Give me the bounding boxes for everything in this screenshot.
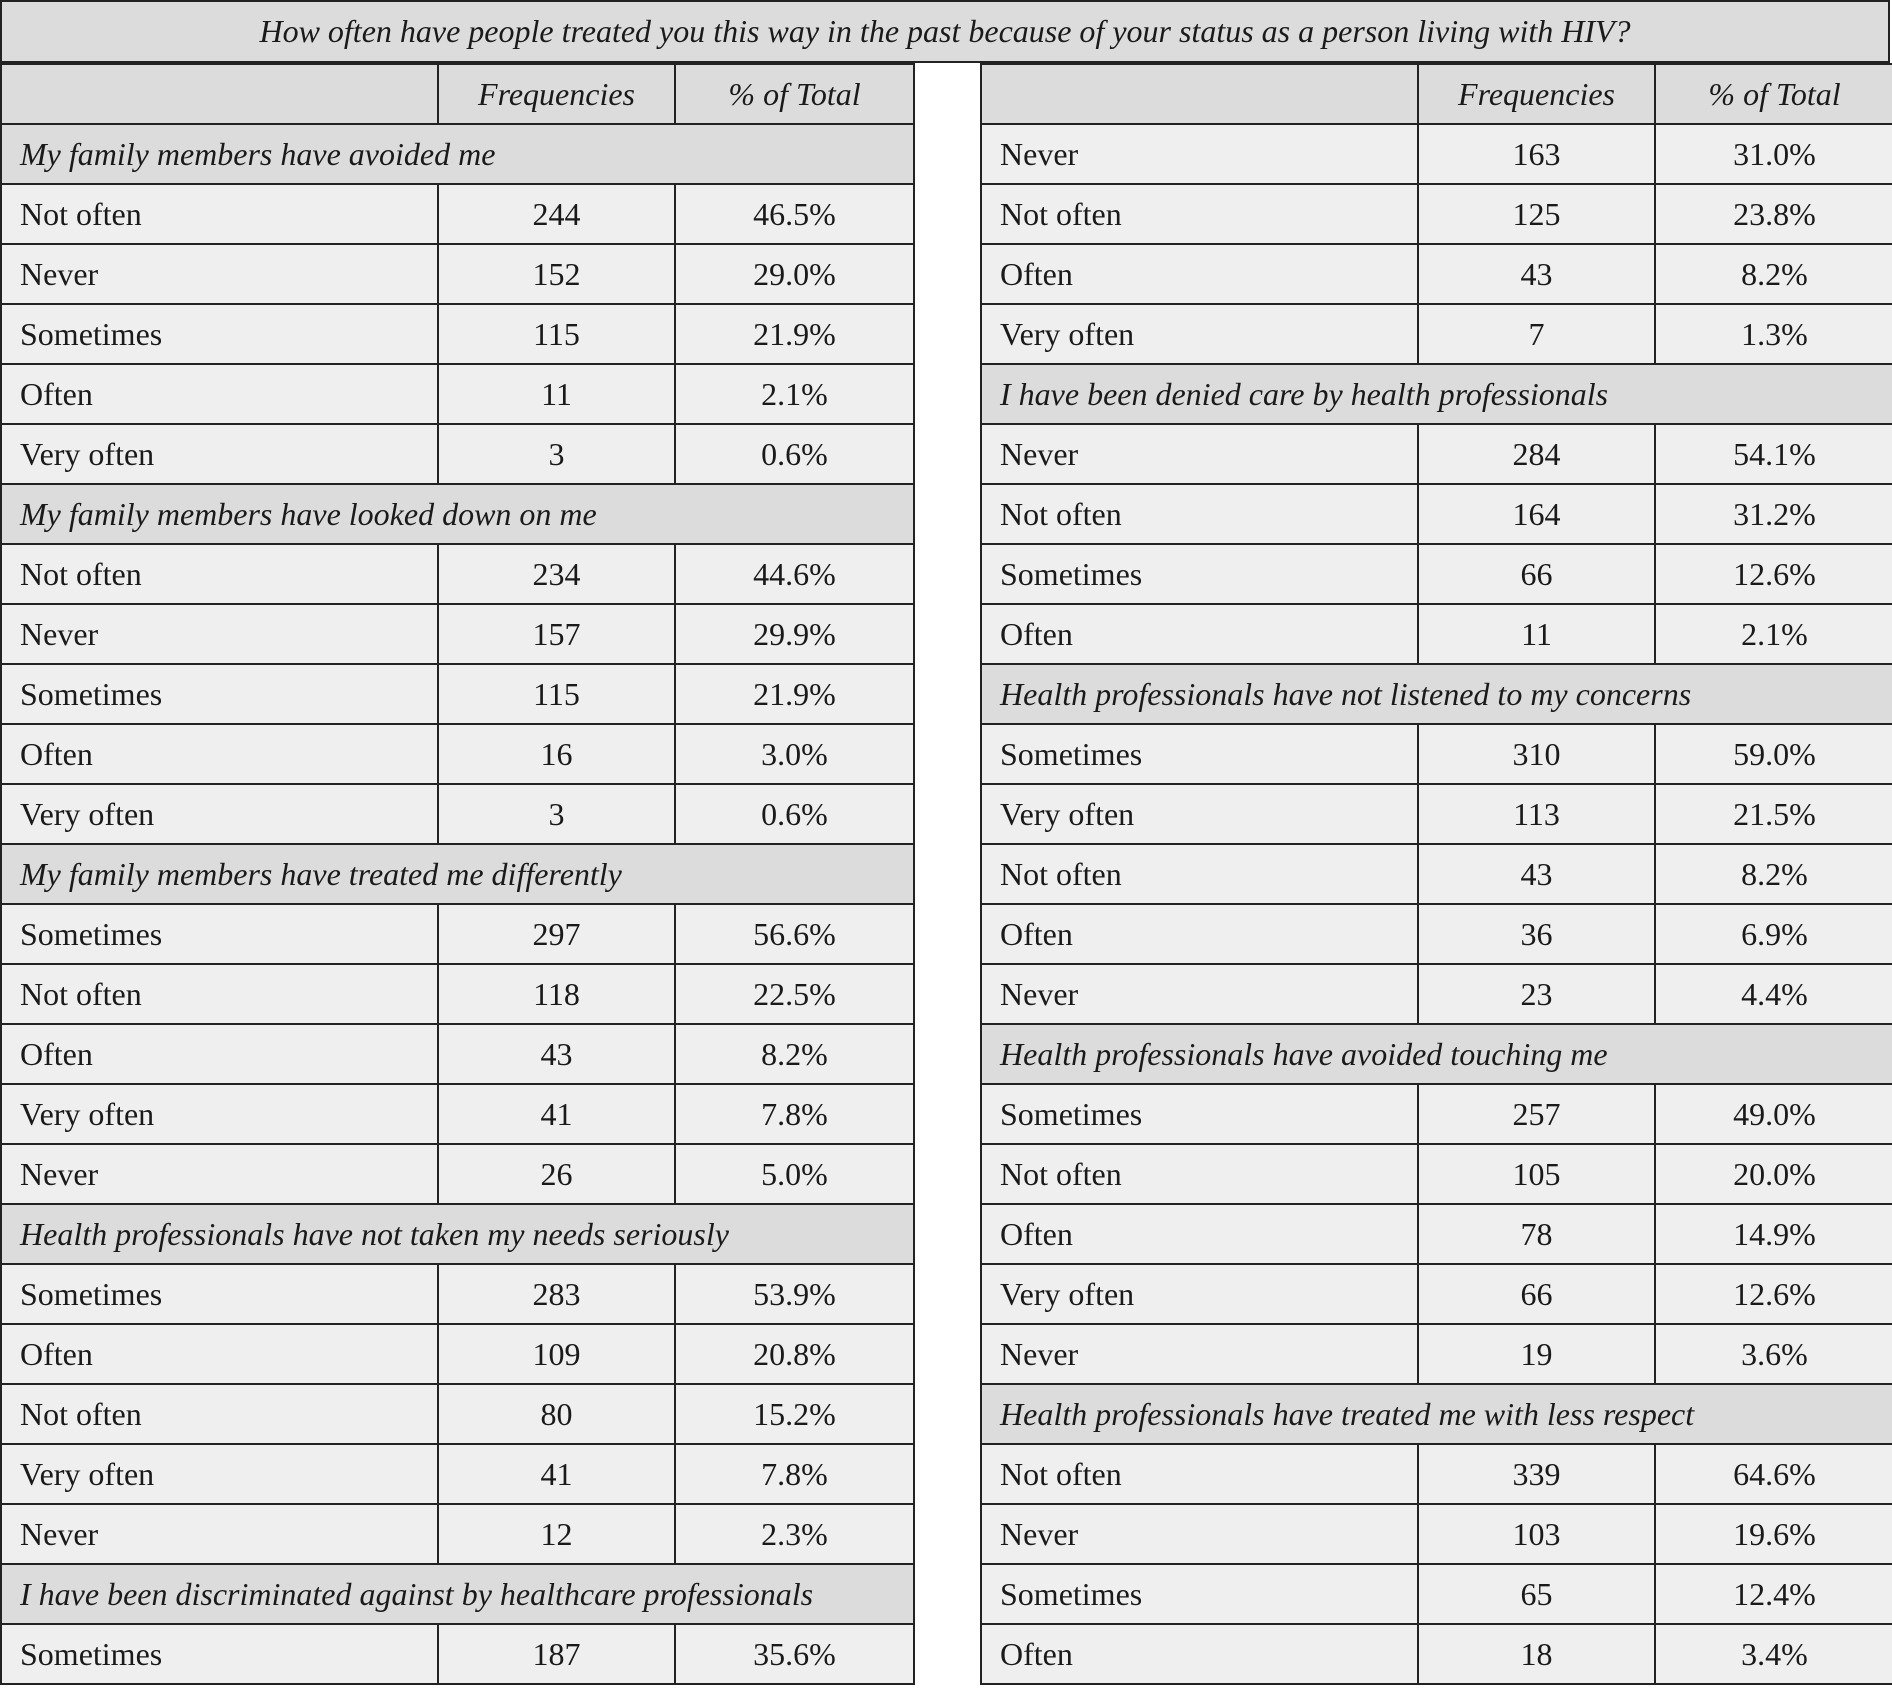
table-row [1, 424, 914, 484]
header-row [981, 64, 1892, 124]
response-label: Very often [981, 1264, 1418, 1324]
percent-cell: 53.9% [675, 1264, 914, 1324]
response-label: Very often [1, 1444, 438, 1504]
group-label: My family members have avoided me [1, 124, 914, 184]
header-row [1, 64, 914, 124]
frequency-cell: 12 [438, 1504, 675, 1564]
group-header-row [1, 1564, 914, 1624]
table-row [1, 1624, 914, 1684]
group-header-row [981, 664, 1892, 724]
right-frequency-table [980, 63, 1892, 1685]
response-label: Sometimes [981, 1084, 1418, 1144]
group-header-row [981, 364, 1892, 424]
response-label: Sometimes [981, 724, 1418, 784]
group-label: Health professionals have not taken my needs seriously [1, 1204, 914, 1264]
percent-cell: 8.2% [1655, 244, 1892, 304]
response-label: Often [981, 1204, 1418, 1264]
table-row [1, 604, 914, 664]
response-label: Very often [1, 424, 438, 484]
percent-cell: 21.9% [675, 304, 914, 364]
table-row [1, 364, 914, 424]
frequency-cell: 80 [438, 1384, 675, 1444]
frequency-cell: 78 [1418, 1204, 1655, 1264]
frequency-cell: 66 [1418, 1264, 1655, 1324]
frequency-cell: 113 [1418, 784, 1655, 844]
frequency-cell: 115 [438, 664, 675, 724]
table-row [981, 904, 1892, 964]
table-row [981, 544, 1892, 604]
header-blank-cell [1, 64, 438, 124]
group-label: I have been discriminated against by healthcare professionals [1, 1564, 914, 1624]
frequency-cell: 163 [1418, 124, 1655, 184]
response-label: Sometimes [981, 1564, 1418, 1624]
frequency-cell: 257 [1418, 1084, 1655, 1144]
header-percent-total: % of Total [675, 64, 914, 124]
response-label: Not often [1, 544, 438, 604]
percent-cell: 7.8% [675, 1084, 914, 1144]
response-label: Never [981, 1324, 1418, 1384]
table-row [1, 1024, 914, 1084]
frequency-cell: 187 [438, 1624, 675, 1684]
frequency-cell: 3 [438, 784, 675, 844]
response-label: Often [1, 1324, 438, 1384]
percent-cell: 19.6% [1655, 1504, 1892, 1564]
response-label: Not often [981, 184, 1418, 244]
response-label: Never [981, 124, 1418, 184]
percent-cell: 2.1% [675, 364, 914, 424]
table-row [1, 784, 914, 844]
percent-cell: 54.1% [1655, 424, 1892, 484]
response-label: Not often [981, 1144, 1418, 1204]
table-row [1, 904, 914, 964]
percent-cell: 35.6% [675, 1624, 914, 1684]
percent-cell: 7.8% [675, 1444, 914, 1504]
percent-cell: 2.1% [1655, 604, 1892, 664]
response-label: Not often [1, 964, 438, 1024]
percent-cell: 22.5% [675, 964, 914, 1024]
percent-cell: 0.6% [675, 424, 914, 484]
group-header-row [1, 1204, 914, 1264]
percent-cell: 31.0% [1655, 124, 1892, 184]
table-row [981, 1564, 1892, 1624]
percent-cell: 2.3% [675, 1504, 914, 1564]
percent-cell: 29.0% [675, 244, 914, 304]
percent-cell: 4.4% [1655, 964, 1892, 1024]
table-row [981, 724, 1892, 784]
table-title: How often have people treated you this way in the past because of your status as a person living with HIV? [0, 0, 1890, 63]
response-label: Not often [981, 1444, 1418, 1504]
percent-cell: 56.6% [675, 904, 914, 964]
frequency-cell: 157 [438, 604, 675, 664]
table-row [1, 1444, 914, 1504]
frequency-cell: 103 [1418, 1504, 1655, 1564]
percent-cell: 46.5% [675, 184, 914, 244]
table-row [981, 1504, 1892, 1564]
frequency-cell: 152 [438, 244, 675, 304]
frequency-cell: 244 [438, 184, 675, 244]
table-row [1, 1324, 914, 1384]
frequency-cell: 65 [1418, 1564, 1655, 1624]
group-label: My family members have treated me differently [1, 844, 914, 904]
header-frequencies: Frequencies [1418, 64, 1655, 124]
response-label: Sometimes [1, 904, 438, 964]
percent-cell: 49.0% [1655, 1084, 1892, 1144]
header-blank-cell [981, 64, 1418, 124]
percent-cell: 64.6% [1655, 1444, 1892, 1504]
table-row [981, 304, 1892, 364]
response-label: Very often [981, 304, 1418, 364]
frequency-cell: 234 [438, 544, 675, 604]
frequency-cell: 115 [438, 304, 675, 364]
table-row [981, 1204, 1892, 1264]
frequency-cell: 7 [1418, 304, 1655, 364]
group-header-row [1, 124, 914, 184]
table-row [1, 1504, 914, 1564]
table-row [1, 184, 914, 244]
table-row [1, 1384, 914, 1444]
table-row [981, 424, 1892, 484]
frequency-cell: 125 [1418, 184, 1655, 244]
frequency-cell: 284 [1418, 424, 1655, 484]
header-percent-total: % of Total [1655, 64, 1892, 124]
table-row [981, 1084, 1892, 1144]
response-label: Often [1, 364, 438, 424]
table-row [1, 244, 914, 304]
frequency-cell: 41 [438, 1084, 675, 1144]
percent-cell: 23.8% [1655, 184, 1892, 244]
table-row [1, 304, 914, 364]
response-label: Never [981, 964, 1418, 1024]
response-label: Not often [981, 484, 1418, 544]
frequency-cell: 43 [1418, 844, 1655, 904]
table-row [981, 244, 1892, 304]
response-label: Sometimes [981, 544, 1418, 604]
table-row [981, 1264, 1892, 1324]
percent-cell: 6.9% [1655, 904, 1892, 964]
table-row [1, 1264, 914, 1324]
percent-cell: 15.2% [675, 1384, 914, 1444]
left-frequency-table [0, 63, 915, 1685]
frequency-cell: 105 [1418, 1144, 1655, 1204]
header-frequencies: Frequencies [438, 64, 675, 124]
table-row [981, 484, 1892, 544]
table-row [981, 844, 1892, 904]
frequency-cell: 297 [438, 904, 675, 964]
frequency-cell: 16 [438, 724, 675, 784]
frequency-cell: 339 [1418, 1444, 1655, 1504]
table-row [981, 1324, 1892, 1384]
response-label: Very often [1, 1084, 438, 1144]
percent-cell: 8.2% [1655, 844, 1892, 904]
group-header-row [981, 1024, 1892, 1084]
percent-cell: 21.9% [675, 664, 914, 724]
response-label: Sometimes [1, 304, 438, 364]
percent-cell: 12.6% [1655, 1264, 1892, 1324]
percent-cell: 5.0% [675, 1144, 914, 1204]
frequency-cell: 283 [438, 1264, 675, 1324]
response-label: Sometimes [1, 664, 438, 724]
response-label: Not often [981, 844, 1418, 904]
frequency-cell: 18 [1418, 1624, 1655, 1684]
frequency-cell: 36 [1418, 904, 1655, 964]
frequency-cell: 11 [438, 364, 675, 424]
frequency-cell: 41 [438, 1444, 675, 1504]
group-label: I have been denied care by health professionals [981, 364, 1892, 424]
group-label: Health professionals have avoided touching me [981, 1024, 1892, 1084]
percent-cell: 1.3% [1655, 304, 1892, 364]
percent-cell: 14.9% [1655, 1204, 1892, 1264]
response-label: Often [981, 904, 1418, 964]
response-label: Very often [981, 784, 1418, 844]
percent-cell: 20.8% [675, 1324, 914, 1384]
table-row [1, 1084, 914, 1144]
percent-cell: 31.2% [1655, 484, 1892, 544]
response-label: Not often [1, 1384, 438, 1444]
frequency-cell: 109 [438, 1324, 675, 1384]
frequency-cell: 66 [1418, 544, 1655, 604]
group-header-row [1, 484, 914, 544]
table-row [1, 544, 914, 604]
frequency-cell: 11 [1418, 604, 1655, 664]
table-row [981, 124, 1892, 184]
response-label: Never [1, 1144, 438, 1204]
response-label: Never [1, 1504, 438, 1564]
response-label: Sometimes [1, 1264, 438, 1324]
frequency-cell: 19 [1418, 1324, 1655, 1384]
response-label: Never [1, 604, 438, 664]
group-label: Health professionals have treated me with less respect [981, 1384, 1892, 1444]
percent-cell: 3.6% [1655, 1324, 1892, 1384]
frequency-cell: 43 [1418, 244, 1655, 304]
table-row [1, 1144, 914, 1204]
percent-cell: 12.6% [1655, 544, 1892, 604]
table-row [981, 964, 1892, 1024]
percent-cell: 20.0% [1655, 1144, 1892, 1204]
percent-cell: 0.6% [675, 784, 914, 844]
response-label: Never [981, 424, 1418, 484]
frequency-cell: 26 [438, 1144, 675, 1204]
response-label: Never [1, 244, 438, 304]
response-label: Often [1, 724, 438, 784]
percent-cell: 21.5% [1655, 784, 1892, 844]
frequency-cell: 310 [1418, 724, 1655, 784]
table-row [981, 784, 1892, 844]
table-row [981, 184, 1892, 244]
table-row [981, 1624, 1892, 1684]
response-label: Not often [1, 184, 438, 244]
table-row [981, 1444, 1892, 1504]
percent-cell: 3.4% [1655, 1624, 1892, 1684]
table-row [981, 1144, 1892, 1204]
group-header-row [1, 844, 914, 904]
table-row [1, 724, 914, 784]
percent-cell: 29.9% [675, 604, 914, 664]
frequency-cell: 43 [438, 1024, 675, 1084]
response-label: Very often [1, 784, 438, 844]
group-label: Health professionals have not listened to my concerns [981, 664, 1892, 724]
group-label: My family members have looked down on me [1, 484, 914, 544]
percent-cell: 12.4% [1655, 1564, 1892, 1624]
frequency-cell: 23 [1418, 964, 1655, 1024]
table-row [1, 964, 914, 1024]
group-header-row [981, 1384, 1892, 1444]
response-label: Often [981, 244, 1418, 304]
percent-cell: 59.0% [1655, 724, 1892, 784]
response-label: Sometimes [1, 1624, 438, 1684]
table-row [1, 664, 914, 724]
response-label: Often [1, 1024, 438, 1084]
response-label: Often [981, 604, 1418, 664]
frequency-cell: 3 [438, 424, 675, 484]
percent-cell: 3.0% [675, 724, 914, 784]
table-row [981, 604, 1892, 664]
percent-cell: 8.2% [675, 1024, 914, 1084]
frequency-cell: 118 [438, 964, 675, 1024]
response-label: Often [981, 1624, 1418, 1684]
percent-cell: 44.6% [675, 544, 914, 604]
response-label: Never [981, 1504, 1418, 1564]
frequency-cell: 164 [1418, 484, 1655, 544]
